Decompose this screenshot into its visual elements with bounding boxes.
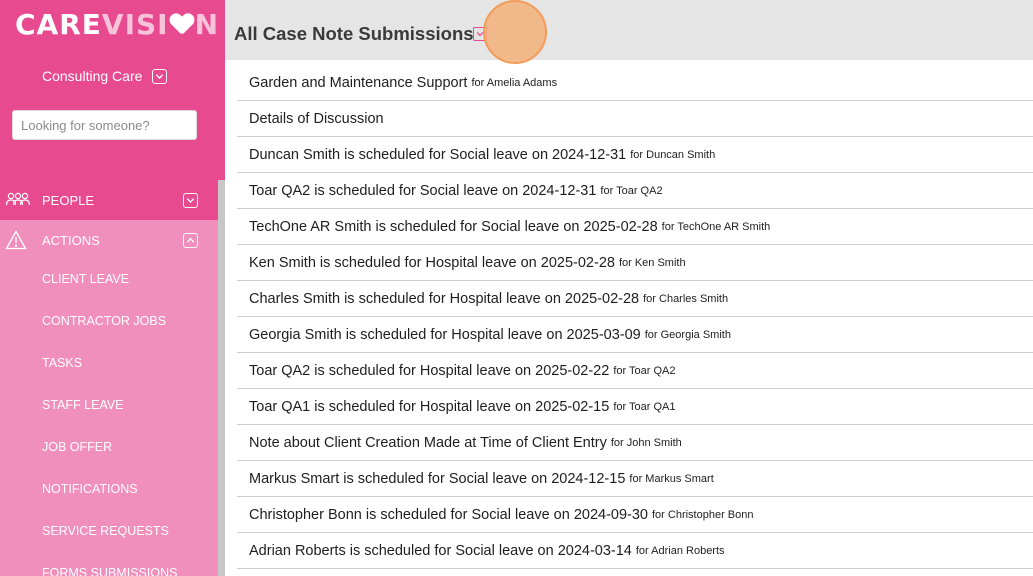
submission-for-text: for Duncan Smith <box>630 148 716 161</box>
page-header <box>225 0 1033 60</box>
submission-for-text: for TechOne AR Smith <box>661 220 771 233</box>
sidebar-scrollbar[interactable] <box>218 180 225 576</box>
nav-item-notifications[interactable]: NOTIFICATIONS <box>42 482 138 496</box>
submissions-list <box>237 65 1033 569</box>
submission-for-text: for Toar QA2 <box>600 184 663 197</box>
submission-subject: TechOne AR Smith is scheduled for Social leave on 2025-02-28 <box>249 218 658 235</box>
list-item[interactable] <box>237 209 1033 245</box>
submission-for-text: for Ken Smith <box>618 256 686 269</box>
submission-for-text: for Christopher Bonn <box>652 508 754 521</box>
submission-subject: Details of Discussion <box>249 110 384 127</box>
nav-label-actions: ACTIONS <box>42 232 100 248</box>
submission-subject: Christopher Bonn is scheduled for Social leave on 2024-09-30 <box>249 506 648 523</box>
list-item[interactable] <box>237 497 1033 533</box>
list-item[interactable] <box>237 461 1033 497</box>
org-name: Consulting Care <box>42 68 143 84</box>
list-item[interactable] <box>237 425 1033 461</box>
nav-section-actions[interactable] <box>0 220 218 260</box>
chevron-up-icon[interactable] <box>183 233 198 248</box>
org-switcher[interactable] <box>42 68 167 84</box>
submission-for-text: for Toar QA1 <box>613 400 676 413</box>
nav-item-staff-leave[interactable]: STAFF LEAVE <box>42 398 124 412</box>
nav-section-people[interactable] <box>0 180 218 220</box>
list-item[interactable] <box>237 65 1033 101</box>
submission-for-text: for Amelia Adams <box>471 76 558 89</box>
list-item[interactable] <box>237 101 1033 137</box>
submission-subject: Adrian Roberts is scheduled for Social leave on 2024-03-14 <box>249 542 632 559</box>
carevision-logo[interactable] <box>15 8 219 41</box>
list-item[interactable] <box>237 533 1033 569</box>
nav-item-job-offer[interactable]: JOB OFFER <box>42 440 113 454</box>
heart-icon <box>170 14 194 36</box>
submission-subject: Charles Smith is scheduled for Hospital leave on 2025-02-28 <box>249 290 640 307</box>
submission-subject: Garden and Maintenance Support <box>249 74 468 91</box>
nav-item-client-leave[interactable]: CLIENT LEAVE <box>42 272 130 286</box>
list-item[interactable] <box>237 353 1033 389</box>
submission-subject: Note about Client Creation Made at Time of Client Entry <box>249 434 607 451</box>
nav-item-forms-submissions[interactable]: FORMS SUBMISSIONS <box>42 566 178 576</box>
list-item[interactable] <box>237 137 1033 173</box>
chevron-down-icon[interactable] <box>183 193 198 208</box>
nav-item-contractor-jobs[interactable]: CONTRACTOR JOBS <box>42 314 167 328</box>
nav-label-people: PEOPLE <box>42 192 95 208</box>
page-title: All Case Note Submissions <box>234 23 474 44</box>
logo-part-visi: VISI <box>101 8 169 41</box>
submission-for-text: for Adrian Roberts <box>635 544 725 557</box>
nav-item-tasks[interactable]: TASKS <box>42 356 83 370</box>
warning-icon <box>5 230 31 250</box>
submission-for-text: for Charles Smith <box>643 292 729 305</box>
nav-item-service-requests[interactable]: SERVICE REQUESTS <box>42 524 169 538</box>
logo-part-n: N <box>194 8 220 41</box>
list-item[interactable] <box>237 245 1033 281</box>
actions-panel <box>0 220 218 576</box>
submission-subject: Ken Smith is scheduled for Hospital leave on 2025-02-28 <box>249 254 615 271</box>
submission-subject: Toar QA2 is scheduled for Social leave on 2024-12-31 <box>249 182 597 199</box>
list-item[interactable] <box>237 173 1033 209</box>
submission-subject: Markus Smart is scheduled for Social leave on 2024-12-15 <box>249 470 626 487</box>
click-marker <box>483 0 547 64</box>
submission-subject: Toar QA2 is scheduled for Hospital leave on 2025-02-22 <box>249 362 610 379</box>
sidebar <box>0 0 225 576</box>
submission-subject: Duncan Smith is scheduled for Social leave on 2024-12-31 <box>249 146 627 163</box>
list-item[interactable] <box>237 317 1033 353</box>
submission-for-text: for John Smith <box>610 436 682 449</box>
search-input[interactable] <box>12 110 197 140</box>
submission-for-text: for Toar QA2 <box>613 364 676 377</box>
submission-for-text: for Georgia Smith <box>644 328 731 341</box>
submission-for-text: for Markus Smart <box>629 472 714 485</box>
list-item[interactable] <box>237 389 1033 425</box>
list-item[interactable] <box>237 281 1033 317</box>
logo-part-care: CARE <box>15 8 102 41</box>
chevron-down-icon[interactable] <box>152 69 167 84</box>
people-icon <box>5 190 31 210</box>
submission-subject: Georgia Smith is scheduled for Hospital leave on 2025-03-09 <box>249 326 641 343</box>
submission-subject: Toar QA1 is scheduled for Hospital leave on 2025-02-15 <box>249 398 610 415</box>
